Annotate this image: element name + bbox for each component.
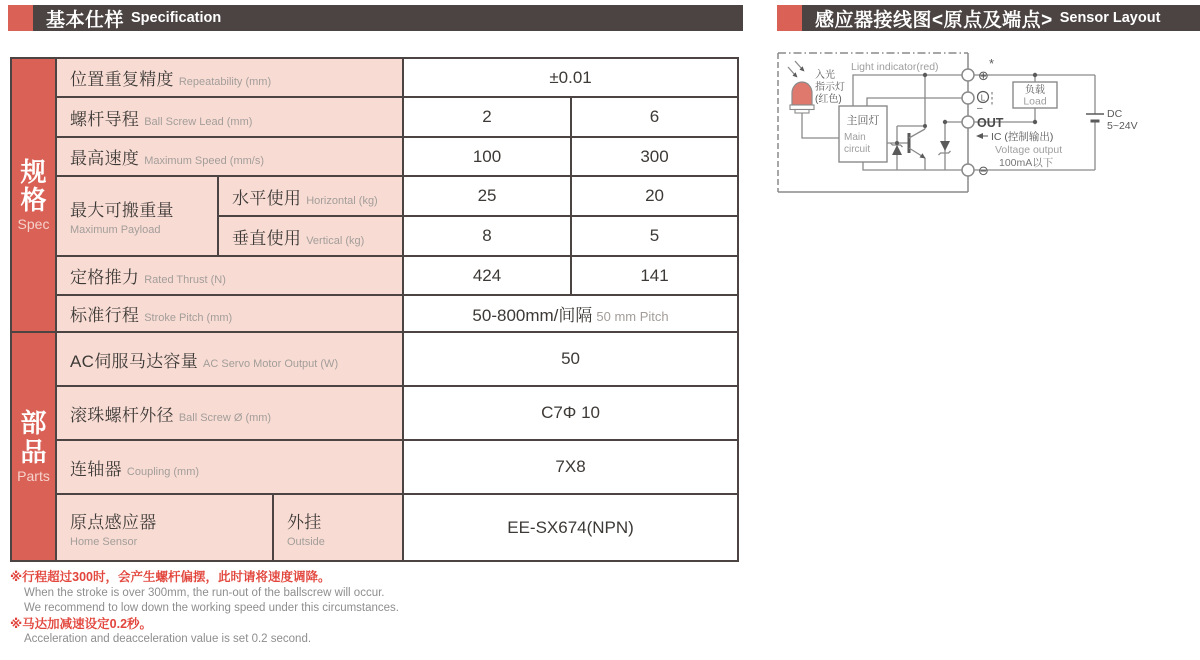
- footnote-1-en2: We recommend to low down the working speed under this circumstances.: [24, 602, 399, 614]
- main-circuit-en2: circuit: [844, 144, 871, 155]
- section-parts: [11, 332, 56, 561]
- value-coupling: 7X8: [403, 440, 738, 494]
- led-label-zh2: 指示灯: [815, 82, 845, 93]
- junction-dot: [1033, 120, 1037, 124]
- table-row: [11, 386, 738, 440]
- row-label-vertical: [218, 216, 403, 256]
- label-en: Coupling (mm): [126, 465, 200, 478]
- junction-dot: [943, 120, 947, 124]
- footnote-1-zh: ※行程超过300时，会产生螺杆偏摆，此时请将速度调降。: [10, 570, 331, 584]
- value-horizontal-2: 20: [571, 176, 738, 216]
- value-stroke-sub: 50 mm Pitch: [596, 309, 669, 324]
- label-en: Ball Screw Ø (mm): [178, 411, 272, 424]
- footnote-2-zh: ※马达加减速设定0.2秒。: [10, 616, 153, 631]
- label-zh: 标准行程: [70, 306, 140, 325]
- table-row: [11, 256, 738, 295]
- value-vertical-1: 8: [403, 216, 571, 256]
- value-thrust-2: 141: [571, 256, 738, 295]
- ic-label: IC (控制输出): [991, 131, 1054, 143]
- l-terminal-letter: L: [980, 93, 986, 103]
- label-en: Vertical (kg): [306, 234, 365, 247]
- label-zh: 水平使用: [232, 188, 302, 208]
- label-zh: 原点感应器: [70, 512, 157, 532]
- value-home-sensor: EE-SX674(NPN): [403, 494, 738, 561]
- table-row: [11, 97, 738, 137]
- value-lead-2: 6: [571, 97, 738, 137]
- label-zh: 滚珠螺杆外径: [70, 405, 174, 425]
- sensor-layout-header-bar: [802, 5, 1200, 31]
- dc-battery-icon: [1086, 114, 1104, 121]
- specification-header: [8, 5, 743, 31]
- row-label-max-speed: [56, 137, 403, 176]
- value-speed-2: 300: [571, 137, 738, 176]
- row-label-ball-screw-od: [56, 386, 403, 440]
- label-zh: 最大可搬重量: [70, 201, 174, 220]
- value-vertical-2: 5: [571, 216, 738, 256]
- value-horizontal-1: 25: [403, 176, 571, 216]
- value-motor: 50: [403, 332, 738, 386]
- label-en: Horizontal (kg): [306, 194, 378, 207]
- minus-terminal-icon: ⊖: [978, 163, 989, 178]
- table-row: [11, 176, 738, 216]
- sensor-wiring-diagram-svg: [775, 48, 1200, 206]
- table-row: [11, 332, 738, 386]
- light-arrows-icon: [788, 61, 805, 78]
- row-label-rated-thrust: [56, 256, 403, 295]
- value-repeatability: ±0.01: [403, 58, 738, 97]
- led-label-zh1: 入光: [815, 70, 835, 81]
- row-label-max-payload: [56, 176, 218, 256]
- section-parts-zh: 部品: [20, 408, 47, 467]
- junction-dot: [923, 73, 927, 77]
- sensor-wiring-diagram: [775, 48, 1200, 211]
- out-label: OUT: [977, 116, 1004, 130]
- label-zh: 连轴器: [70, 459, 122, 479]
- table-row: [11, 295, 738, 332]
- label-en: Maximum Payload: [70, 224, 161, 236]
- section-spec-zh: 规格: [20, 156, 47, 215]
- junction-dot: [1033, 73, 1037, 77]
- light-indicator-label: Light indicator(red): [851, 61, 939, 73]
- transistor-icon: [909, 129, 926, 159]
- label-zh: 最高速度: [70, 149, 140, 168]
- specification-title-en: Specification: [131, 10, 222, 26]
- current-limit-label: 100mA以下: [999, 157, 1054, 169]
- value-speed-1: 100: [403, 137, 571, 176]
- label-en: Home Sensor: [70, 535, 138, 548]
- section-spec-en: Spec: [17, 216, 50, 233]
- value-stroke-main: 50-800mm/间隔: [472, 306, 593, 325]
- specification-title-zh: 基本仕样: [46, 9, 125, 31]
- row-label-repeatability: [56, 58, 403, 97]
- value-screw: C7Φ 10: [403, 386, 738, 440]
- zener-diode-icon: [939, 141, 951, 155]
- load-label-en: Load: [1023, 95, 1047, 108]
- label-zh: 螺杆导程: [70, 109, 140, 129]
- led-label-zh3: (红色): [815, 94, 842, 105]
- row-label-home-sensor: [56, 494, 273, 561]
- star-mark: *: [989, 56, 995, 71]
- sensor-layout-header: [777, 5, 1200, 31]
- label-en: AC Servo Motor Output (W): [203, 357, 339, 370]
- section-parts-en: Parts: [17, 467, 50, 484]
- junction-dot: [923, 124, 927, 128]
- ic-arrow-icon: [976, 133, 988, 139]
- label-zh: 位置重复精度: [70, 70, 174, 89]
- junction-dot: [895, 141, 899, 145]
- value-stroke: [403, 295, 738, 332]
- label-en: Ball Screw Lead (mm): [144, 115, 253, 128]
- table-row: [11, 494, 738, 561]
- label-en: Stroke Pitch (mm): [144, 312, 233, 324]
- label-en: Rated Thrust (N): [144, 274, 226, 286]
- row-label-ball-screw-lead: [56, 97, 403, 137]
- row-label-outside: [273, 494, 403, 561]
- footnote-2-en: Acceleration and deacceleration value is set 0.2 second.: [24, 633, 312, 645]
- row-label-coupling: [56, 440, 403, 494]
- specification-table: [10, 57, 739, 562]
- value-lead-1: 2: [403, 97, 571, 137]
- row-label-horizontal: [218, 176, 403, 216]
- row-label-stroke: [56, 295, 403, 332]
- footnote-1-en1: When the stroke is over 300mm, the run-out of the ballscrew will occur.: [24, 586, 385, 599]
- value-thrust-1: 424: [403, 256, 571, 295]
- table-row: [11, 440, 738, 494]
- section-spec: [11, 58, 56, 332]
- label-en: Repeatability (mm): [178, 76, 272, 88]
- header-accent-square-icon: [777, 5, 802, 31]
- led-icon: [790, 82, 814, 113]
- table-row: [11, 137, 738, 176]
- load-label-zh: 负载: [1025, 85, 1045, 96]
- label-zh: 定格推力: [70, 268, 140, 287]
- voltage-output-label: Voltage output: [995, 144, 1063, 156]
- label-zh: AC伺服马达容量: [70, 351, 199, 371]
- footnotes: [10, 570, 399, 648]
- main-circuit-en1: Main: [844, 132, 866, 143]
- header-accent-square-icon: [8, 5, 33, 31]
- label-en: Outside: [287, 535, 325, 548]
- sensor-layout-title-zh: 感应器接线图<原点及端点>: [815, 9, 1053, 31]
- label-en: Maximum Speed (mm/s): [144, 155, 264, 167]
- l-terminal-dash: –: [977, 103, 983, 114]
- label-zh: 垂直使用: [232, 228, 302, 248]
- main-circuit-zh: 主回灯: [846, 115, 880, 127]
- plus-terminal-icon: ⊕: [978, 68, 989, 83]
- label-zh: 外挂: [287, 512, 322, 532]
- dc-label: DC: [1107, 108, 1123, 120]
- sensor-layout-title-en: Sensor Layout: [1059, 10, 1161, 26]
- table-row: [11, 58, 738, 97]
- specification-header-bar: [33, 5, 743, 31]
- dc-range-label: 5~24V: [1107, 120, 1138, 132]
- row-label-motor-output: [56, 332, 403, 386]
